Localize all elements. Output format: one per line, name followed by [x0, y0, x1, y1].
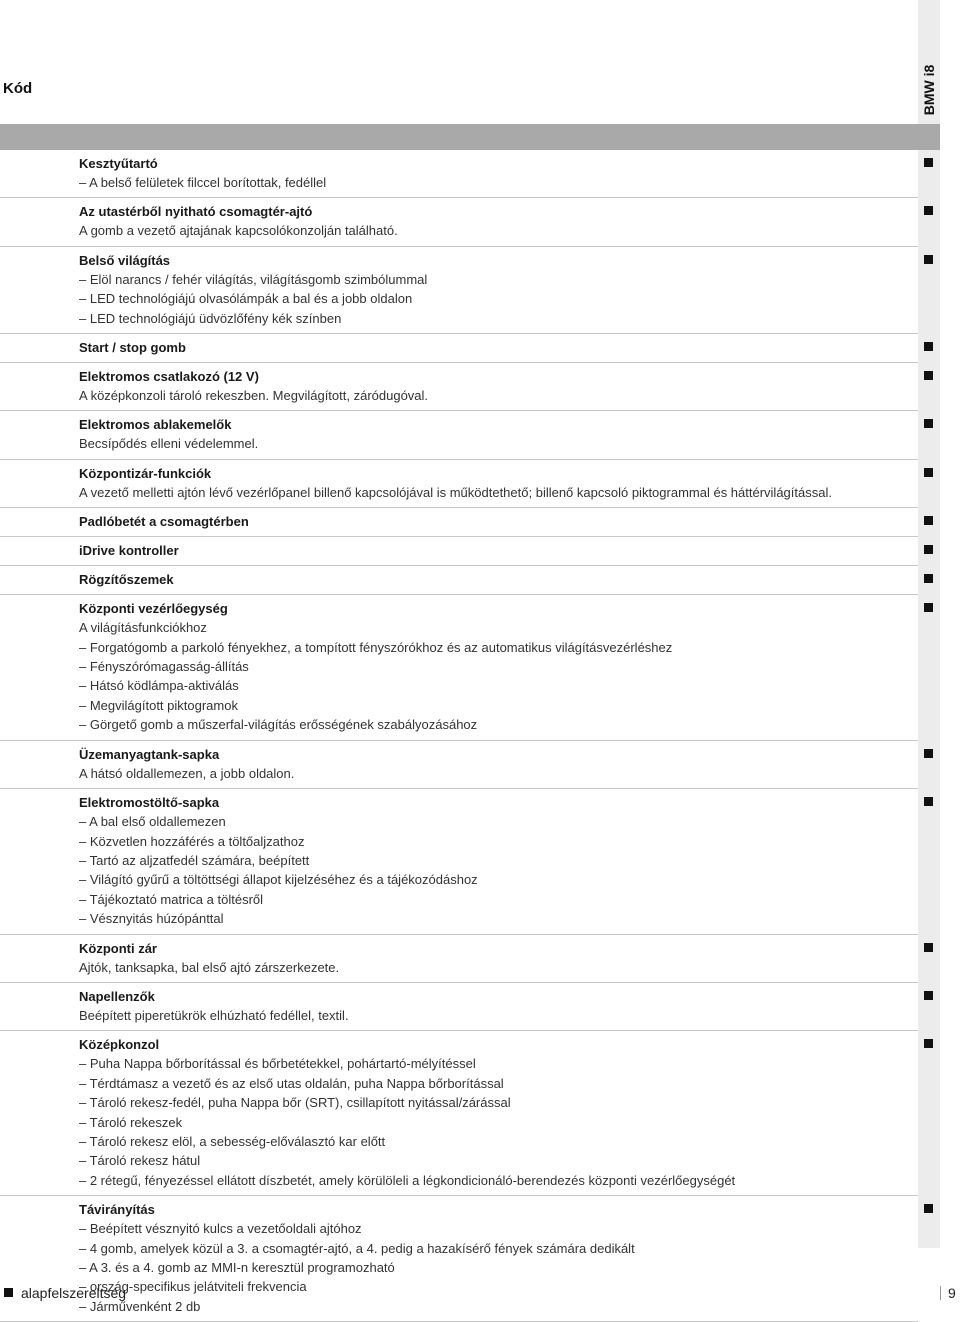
equipment-item-title: Központizár-funkciók — [79, 465, 212, 481]
standard-equipment-square-icon — [924, 603, 933, 612]
equipment-item-detail: – A 3. és a 4. gomb az MMI-n keresztül programozható — [79, 1260, 395, 1275]
equipment-item-title: Elektromos ablakemelők — [79, 417, 232, 433]
equipment-item-detail: – Tájékoztató matrica a töltésről — [79, 891, 264, 907]
equipment-item-title: Elektromos csatlakozó (12 V) — [79, 369, 259, 385]
equipment-item-detail: A hátsó oldallemezen, a jobb oldalon. — [79, 765, 295, 781]
equipment-item-title: Kesztyűtartó — [79, 156, 158, 171]
standard-equipment-square-icon — [924, 574, 933, 583]
equipment-item-detail: – ország-specifikus jelátviteli frekvencia — [79, 1279, 307, 1295]
standard-equipment-square-icon — [924, 206, 933, 215]
brand-text: BMW i8 — [921, 64, 937, 116]
equipment-item-detail: – A belső felületek filccel borítottak, fedéllel — [79, 175, 327, 190]
equipment-item — [0, 247, 918, 334]
equipment-item-detail: Becsípődés elleni védelemmel. — [79, 436, 259, 452]
standard-equipment-square-icon — [924, 1039, 933, 1048]
equipment-item-detail: – Világító gyűrű a töltöttségi állapot kijelzéséhez és a tájékozódáshoz — [79, 872, 478, 888]
standard-equipment-square-icon — [924, 991, 933, 1000]
equipment-item — [0, 334, 918, 363]
equipment-item-detail: – Görgető gomb a műszerfal-világítás erősségének szabályozásához — [79, 717, 478, 733]
equipment-item-detail: – Elöl narancs / fehér világítás, világításgomb szimbólummal — [79, 271, 428, 287]
equipment-item-detail: – Tároló rekesz hátul — [79, 1153, 201, 1169]
standard-equipment-square-icon — [924, 943, 933, 952]
equipment-item-title: Üzemanyagtank-sapka — [79, 746, 220, 762]
equipment-item — [0, 460, 918, 508]
equipment-item-detail: A világításfunkciókhoz — [79, 620, 207, 636]
equipment-item-detail: – Hátsó ködlámpa-aktiválás — [79, 678, 239, 694]
equipment-item-detail: – Puha Nappa bőrborítással és bőrbetétekkel, pohártartó-mélyítéssel — [79, 1056, 476, 1072]
equipment-item-detail: – Forgatógomb a parkoló fényekhez, a tompított fényszórókhoz és az automatikus világításvezérléshez — [79, 639, 673, 655]
code-column-label: Kód — [3, 80, 33, 97]
standard-equipment-square-icon — [924, 419, 933, 428]
equipment-item — [0, 198, 918, 246]
equipment-item-title: Távirányítás — [79, 1202, 155, 1218]
equipment-item-detail: – Tároló rekesz elöl, a sebesség-előválasztó kar előtt — [79, 1133, 386, 1149]
equipment-item-title: Középkonzol — [79, 1037, 160, 1053]
equipment-item — [0, 566, 918, 595]
footer-legend: alapfelszereltség — [21, 1285, 127, 1301]
equipment-item-detail: – 4 gomb, amelyek közül a 3. a csomagtér-ajtó, a 4. pedig a hazakísérő fények számára dedikált — [79, 1240, 635, 1256]
equipment-item-title: Központi vezérlőegység — [79, 601, 228, 617]
equipment-item-detail: – Tároló rekeszek — [79, 1114, 183, 1130]
equipment-item-detail: Beépített piperetükrök elhúzható fedéllel, textil. — [79, 1007, 349, 1023]
standard-equipment-square-icon — [924, 371, 933, 380]
equipment-item-detail: – Megvilágított piktogramok — [79, 697, 238, 713]
equipment-item-detail: – Közvetlen hozzáférés a töltőaljzathoz — [79, 833, 305, 849]
standard-equipment-square-icon — [924, 255, 933, 264]
equipment-item-title: Start / stop gomb — [79, 340, 186, 356]
equipment-item — [0, 1196, 918, 1322]
equipment-item-detail: A középkonzoli tároló rekeszben. Megvilágított, záródugóval. — [79, 388, 429, 404]
equipment-item-title: Padlóbetét a csomagtérben — [79, 514, 249, 530]
table-header-bar — [0, 124, 940, 150]
equipment-item — [0, 1031, 918, 1196]
right-margin-strip — [918, 0, 940, 1248]
standard-equipment-square-icon — [924, 468, 933, 477]
equipment-item — [0, 983, 918, 1031]
equipment-item-detail: – A bal első oldallemezen — [79, 814, 226, 830]
equipment-item — [0, 150, 918, 198]
equipment-item-detail: – 2 rétegű, fényezéssel ellátott díszbetét, amely körülöleli a légkondicionáló-berendezés központi vezérlőegységét — [79, 1172, 736, 1188]
equipment-item-title: Az utastérből nyitható csomagtér-ajtó — [79, 204, 313, 220]
equipment-item-detail: – Járművenként 2 db — [79, 1298, 201, 1314]
standard-equipment-square-icon — [924, 797, 933, 806]
equipment-item — [0, 363, 918, 411]
footer-divider — [940, 1286, 941, 1300]
equipment-item-detail: – Tartó az aljzatfedél számára, beépített — [79, 852, 310, 868]
equipment-item-detail: – LED technológiájú olvasólámpák a bal és a jobb oldalon — [79, 291, 413, 307]
equipment-item-detail: – Térdtámasz a vezető és az első utas oldalán, puha Nappa bőrborítással — [79, 1075, 504, 1091]
equipment-item-title: Napellenzők — [79, 988, 155, 1004]
equipment-item — [0, 789, 918, 934]
equipment-item-detail: – Fényszórómagasság-állítás — [79, 659, 249, 675]
equipment-item — [0, 411, 918, 459]
standard-equipment-square-icon — [924, 516, 933, 525]
equipment-list — [0, 150, 918, 1322]
equipment-item-detail: – Tároló rekesz-fedél, puha Nappa bőr (SRT), csillapított nyitással/zárással — [79, 1095, 511, 1111]
page-number: 9 — [948, 1285, 956, 1301]
equipment-item-detail: – Vésznyitás húzópánttal — [79, 911, 224, 927]
standard-equipment-square-icon — [924, 342, 933, 351]
equipment-item-title: Elektromostöltő-sapka — [79, 795, 220, 811]
equipment-item-detail: – LED technológiájú üdvözlőfény kék színben — [79, 310, 342, 326]
standard-equipment-square-icon — [924, 1204, 933, 1213]
equipment-item-title: iDrive kontroller — [79, 543, 179, 559]
standard-equipment-square-icon — [4, 1288, 13, 1297]
equipment-item — [0, 935, 918, 983]
equipment-item-detail: Ajtók, tanksapka, bal első ajtó zárszerkezete. — [79, 959, 340, 975]
equipment-item-title: Központi zár — [79, 940, 157, 956]
equipment-item — [0, 537, 918, 566]
equipment-item-detail: – Beépített vésznyitó kulcs a vezetőoldali ajtóhoz — [79, 1221, 362, 1237]
equipment-item — [0, 508, 918, 537]
equipment-item — [0, 595, 918, 740]
equipment-item-detail: A vezető melletti ajtón lévő vezérlőpanel billenő kapcsolójával is működtethető; billenő kapcsoló piktogrammal és háttérvilágítással. — [79, 484, 832, 500]
standard-equipment-square-icon — [924, 749, 933, 758]
standard-equipment-square-icon — [924, 545, 933, 554]
equipment-item — [0, 741, 918, 789]
equipment-item-title: Belső világítás — [79, 252, 171, 268]
equipment-item-title: Rögzítőszemek — [79, 572, 174, 588]
equipment-item-detail: A gomb a vezető ajtajának kapcsolókonzolján található. — [79, 223, 398, 239]
brand-label — [918, 0, 940, 120]
standard-equipment-square-icon — [924, 158, 933, 167]
